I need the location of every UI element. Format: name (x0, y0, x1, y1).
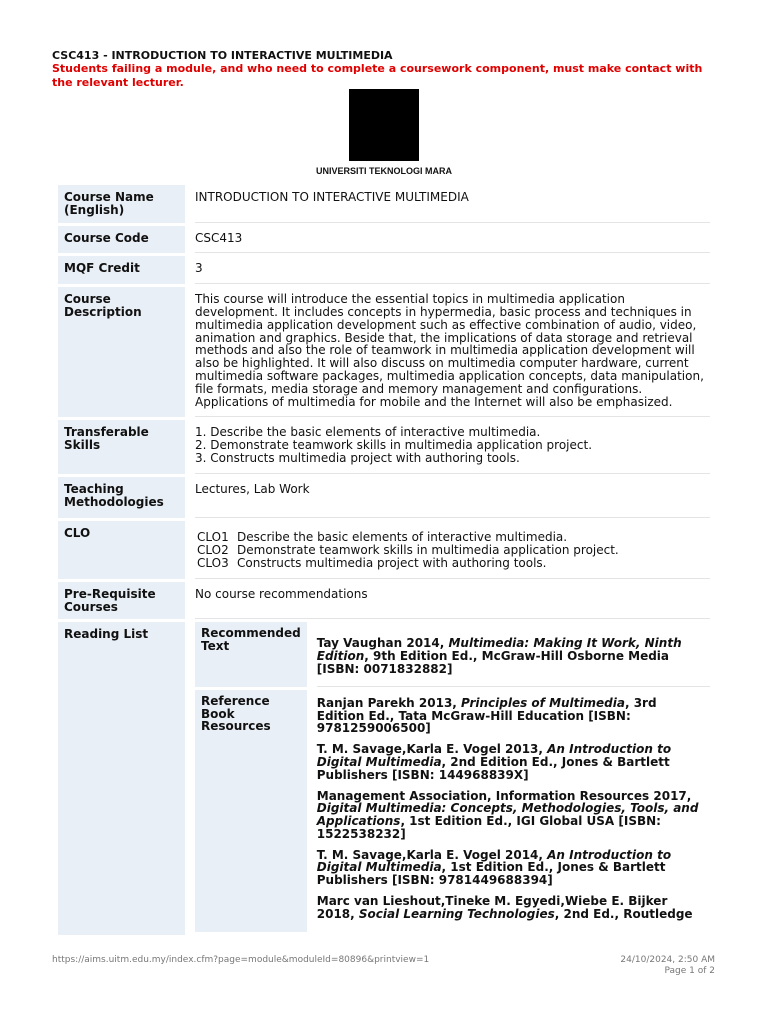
row-transferable-skills (58, 420, 710, 473)
row-course-description (58, 287, 710, 417)
label-clo: CLO (58, 521, 185, 578)
list-item: 1. Describe the basic elements of interactive multimedia. (195, 425, 541, 440)
label-reading-list: Reading List (58, 622, 185, 934)
row-teaching-methodologies (58, 477, 710, 519)
label-teaching-methodologies: Teaching Methodologies (58, 477, 185, 519)
label-course-name: Course Name (English) (58, 185, 185, 223)
footer-url: https://aims.uitm.edu.my/index.cfm?page=module&moduleId=80896&printview=1 (52, 955, 430, 965)
row-course-code (58, 226, 710, 254)
list-item: Tay Vaughan 2014, Multimedia: Making It Work, Ninth Edition, 9th Edition Ed., McGraw-Hill Osborne Media [ISBN: 0071832882] (316, 636, 682, 676)
row-reference-books (195, 690, 710, 932)
warning-notice: Students failing a module, and who need to complete a coursework component, must make contact with the relevant lecturer. (52, 62, 703, 89)
value-prerequisite: No course recommendations (195, 582, 710, 620)
value-course-description: This course will introduce the essential topics in multimedia application development. It includes concepts in hypermedia, basic process and techniques in multimedia application development such as effective combination of audio, video, animation and graphics. Beside that, the implications of data storage and retrieval methods and also the role of teamwork in multimedia application development will also be highlighted. It will also discuss on multimedia computer hardware, current multimedia software packages, multimedia application concepts, data manipulation, file formats, media storage and memory management and configurations. Applications of multimedia for mobile and the Internet will also be emphasized. (195, 287, 710, 417)
value-course-code: CSC413 (195, 226, 710, 254)
list-item (197, 557, 704, 570)
label-course-description: Course Description (58, 287, 185, 417)
value-teaching-methodologies: Lectures, Lab Work (195, 477, 710, 519)
clo-code: CLO1 (197, 530, 229, 545)
label-reference-books: Reference Book Resources (195, 690, 307, 932)
label-course-code: Course Code (58, 226, 185, 254)
university-name: UNIVERSITI TEKNOLOGI MARA (315, 166, 452, 176)
value-recommended-text (317, 622, 710, 686)
row-course-name (58, 185, 710, 223)
page-number: Page 1 of 2 (664, 966, 715, 976)
value-course-name: INTRODUCTION TO INTERACTIVE MULTIMEDIA (195, 185, 710, 223)
list-item: T. M. Savage,Karla E. Vogel 2014, An Introduction to Digital Multimedia, 1st Edition Ed., Jones & Bartlett Publishers [ISBN: 9781449688394] (316, 847, 672, 888)
row-recommended-text (195, 622, 710, 686)
value-transferable-skills (195, 420, 710, 473)
value-reference-books (317, 690, 710, 932)
label-transferable-skills: Transferable Skills (58, 420, 185, 473)
clo-text: Describe the basic elements of interactive multimedia. (237, 530, 568, 545)
list-item: Marc van Lieshout,Tineke M. Egyedi,Wiebe E. Bijker 2018, Social Learning Technologies, 2nd Ed., Routledge (316, 894, 693, 921)
clo-code: CLO3 (197, 555, 229, 570)
list-item: 3. Constructs multimedia project with authoring tools. (195, 450, 520, 465)
value-clo (195, 521, 710, 578)
course-info-table (58, 182, 710, 938)
clo-text: Constructs multimedia project with authoring tools. (237, 555, 547, 570)
label-mqf-credit: MQF Credit (58, 256, 185, 284)
row-reading-list (58, 622, 710, 934)
clo-text: Demonstrate teamwork skills in multimedia application project. (237, 543, 619, 558)
row-prerequisite (58, 582, 710, 620)
reading-list-table (195, 619, 710, 934)
value-mqf-credit: 3 (195, 256, 710, 284)
value-reading-list (195, 622, 710, 934)
row-mqf-credit (58, 256, 710, 284)
label-prerequisite: Pre-Requisite Courses (58, 582, 185, 620)
footer-timestamp (620, 955, 715, 977)
clo-code: CLO2 (197, 543, 229, 558)
university-logo (349, 89, 419, 161)
document-title: CSC413 - INTRODUCTION TO INTERACTIVE MULTIMEDIA (52, 49, 393, 62)
list-item: Management Association, Information Resources 2017, Digital Multimedia: Concepts, Methodologies, Tools, and Applications, 1st Edition Ed., IGI Global USA [ISBN: 1522538232] (316, 788, 699, 841)
print-date: 24/10/2024, 2:50 AM (620, 955, 715, 965)
list-item: T. M. Savage,Karla E. Vogel 2013, An Introduction to Digital Multimedia, 2nd Edition Ed., Jones & Bartlett Publishers [ISBN: 144968839X] (316, 742, 672, 782)
list-item: 2. Demonstrate teamwork skills in multimedia application project. (195, 438, 593, 453)
row-clo (58, 521, 710, 578)
list-item: Ranjan Parekh 2013, Principles of Multimedia, 3rd Edition Ed., Tata McGraw-Hill Education [ISBN: 9781259006500] (316, 695, 657, 736)
label-recommended-text: Recommended Text (195, 622, 307, 686)
